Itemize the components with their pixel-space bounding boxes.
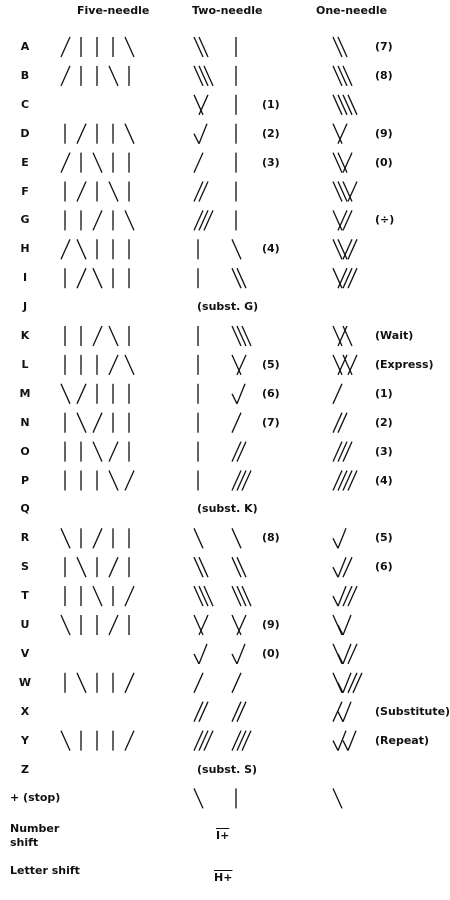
two-needle-note: (8) <box>262 531 280 545</box>
letter-shift-code: H+ <box>214 871 233 884</box>
two-left-needle-left <box>194 788 203 808</box>
two-left-needle-right <box>199 702 208 722</box>
one-needle-left <box>333 538 338 548</box>
one-needle-right <box>348 268 357 288</box>
letter-label: E <box>21 155 29 169</box>
one-needle-left <box>338 182 347 202</box>
five-needle-left <box>93 268 102 288</box>
two-right-needle-right <box>242 731 251 751</box>
one-needle-right <box>338 413 347 433</box>
one-needle-note: (4) <box>375 473 393 487</box>
five-needle-right <box>125 471 134 491</box>
header-two-needle: Two-needle <box>192 4 263 17</box>
two-right-needle-left <box>242 326 251 346</box>
substitute-note: (subst. G) <box>197 300 259 314</box>
one-needle-left <box>333 741 338 751</box>
one-needle-left <box>338 625 343 635</box>
two-needle-note: (1) <box>262 97 280 111</box>
two-left-needle-left <box>194 557 203 577</box>
one-needle-right <box>343 702 351 722</box>
two-right-needle-left <box>232 239 241 259</box>
one-needle-left <box>333 355 342 375</box>
one-needle-left <box>333 673 342 693</box>
five-needle-left <box>125 37 134 57</box>
one-needle-left <box>343 355 352 375</box>
five-needle-left <box>109 326 118 346</box>
letter-label: O <box>20 444 30 458</box>
one-needle-right <box>338 442 347 462</box>
one-needle-right <box>338 326 347 346</box>
one-needle-right <box>348 471 357 491</box>
letter-label: W <box>18 675 32 689</box>
two-needle-note: (3) <box>262 155 280 169</box>
two-left-needle-right <box>199 731 208 751</box>
letter-label: X <box>20 704 30 718</box>
one-needle-note: (2) <box>375 415 393 429</box>
two-left-needle-left <box>194 37 203 57</box>
letter-label: K <box>20 329 30 342</box>
letter-label: Q <box>20 502 30 516</box>
one-needle-right <box>338 268 347 288</box>
two-left-needle-left <box>204 586 213 606</box>
one-needle-left <box>338 712 343 722</box>
two-left-needle-right <box>204 210 213 230</box>
two-right-needle-left <box>232 557 241 577</box>
header-five-needle: Five-needle <box>77 4 150 17</box>
one-needle-left <box>343 182 352 202</box>
one-needle-right <box>343 615 351 635</box>
letter-shift-label: Letter shift <box>10 864 80 877</box>
one-needle-left <box>338 66 347 86</box>
five-needle-left <box>125 124 134 144</box>
two-right-needle-left <box>232 326 241 346</box>
two-left-needle-left <box>199 37 208 57</box>
letter-label: S <box>21 560 29 574</box>
one-needle-note: (Wait) <box>375 329 414 342</box>
letter-label: B <box>20 68 30 82</box>
two-right-needle-right <box>237 442 246 462</box>
two-right-needle-left <box>237 268 246 288</box>
two-left-needle-left <box>194 66 203 86</box>
two-left-needle-right <box>199 95 208 115</box>
one-needle-left <box>343 66 352 86</box>
one-needle-right <box>348 586 357 606</box>
one-needle-right <box>343 268 352 288</box>
one-needle-left <box>338 683 343 693</box>
one-needle-left <box>333 567 338 577</box>
two-right-needle-right <box>237 471 246 491</box>
one-needle-left <box>333 615 342 635</box>
one-needle-left <box>333 596 338 606</box>
five-needle-left <box>109 182 118 202</box>
one-needle-left <box>338 239 347 259</box>
five-needle-left <box>61 528 70 548</box>
one-needle-left <box>333 644 342 664</box>
one-needle-right <box>348 239 357 259</box>
five-needle-left <box>77 673 86 693</box>
one-needle-note: (Substitute) <box>375 704 450 718</box>
two-right-needle-right <box>237 644 245 664</box>
two-right-needle-right <box>232 673 241 693</box>
five-needle-right <box>109 355 118 375</box>
two-right-needle-right <box>232 702 241 722</box>
five-needle-right <box>93 326 102 346</box>
one-needle-right <box>333 471 342 491</box>
two-left-needle-right <box>194 210 203 230</box>
two-right-needle-right <box>232 413 241 433</box>
one-needle-left <box>333 37 342 57</box>
five-needle-left <box>93 442 102 462</box>
five-needle-left <box>77 413 86 433</box>
one-needle-left <box>333 788 342 808</box>
two-left-needle-right <box>194 702 203 722</box>
two-right-needle-right <box>237 384 245 404</box>
one-needle-right <box>348 355 357 375</box>
five-needle-right <box>109 615 118 635</box>
two-left-needle-left <box>199 557 208 577</box>
five-needle-left <box>61 731 70 751</box>
two-left-needle-right <box>199 124 207 144</box>
one-needle-right <box>338 210 347 230</box>
one-needle-note: (÷) <box>375 213 395 227</box>
five-needle-right <box>61 66 70 86</box>
five-needle-left <box>61 615 70 635</box>
one-needle-note: (9) <box>375 126 393 140</box>
five-needle-right <box>77 384 86 404</box>
two-right-needle-left <box>232 394 237 404</box>
letter-label: N <box>20 415 30 429</box>
one-needle-left <box>338 95 347 115</box>
letter-label: L <box>21 357 29 371</box>
one-needle-left <box>333 326 342 346</box>
two-left-needle-left <box>204 66 213 86</box>
one-needle-note: (1) <box>375 386 393 400</box>
letter-label: A <box>20 40 30 53</box>
two-left-needle-right <box>199 210 208 230</box>
one-needle-left <box>338 654 343 664</box>
five-needle-right <box>109 442 118 462</box>
two-right-needle-left <box>232 528 241 548</box>
letter-label: G <box>20 213 30 227</box>
one-needle-note: (Repeat) <box>375 733 430 747</box>
two-right-needle-right <box>237 615 246 635</box>
five-needle-right <box>77 124 86 144</box>
one-needle-note: (3) <box>375 444 393 458</box>
two-left-needle-left <box>194 654 199 664</box>
two-left-needle-right <box>194 731 203 751</box>
two-right-needle-right <box>232 442 241 462</box>
two-right-needle-right <box>242 471 251 491</box>
two-left-needle-left <box>199 586 208 606</box>
letter-label: F <box>21 184 29 198</box>
five-needle-right <box>93 528 102 548</box>
two-right-needle-left <box>237 326 246 346</box>
two-left-needle-right <box>199 644 207 664</box>
one-needle-note: (5) <box>375 531 393 545</box>
one-needle-right <box>333 413 342 433</box>
one-needle-left <box>333 124 342 144</box>
letter-label: M <box>19 386 31 400</box>
two-left-needle-right <box>194 153 203 173</box>
two-left-needle-left <box>194 528 203 548</box>
two-right-needle-right <box>232 731 241 751</box>
one-needle-right <box>343 442 352 462</box>
one-needle-left <box>338 153 347 173</box>
five-needle-left <box>109 471 118 491</box>
two-needle-note: (2) <box>262 126 280 140</box>
letter-label: R <box>20 531 30 545</box>
one-needle-left <box>333 66 342 86</box>
one-needle-note: (Express) <box>375 357 434 371</box>
two-right-needle-left <box>232 355 241 375</box>
five-needle-right <box>61 153 70 173</box>
one-needle-right <box>343 471 352 491</box>
two-left-needle-right <box>199 182 208 202</box>
two-right-needle-left <box>232 615 241 635</box>
one-needle-note: (7) <box>375 40 393 53</box>
number-shift-code: I+ <box>216 829 230 842</box>
two-left-needle-left <box>194 615 203 635</box>
one-needle-right <box>338 124 347 144</box>
one-needle-note: (8) <box>375 68 393 82</box>
five-needle-right <box>125 673 134 693</box>
five-needle-left <box>93 153 102 173</box>
one-needle-right <box>348 182 357 202</box>
two-left-needle-left <box>194 95 203 115</box>
two-needle-note: (9) <box>262 618 280 631</box>
number-shift-label: Number shift <box>10 822 60 849</box>
one-needle-right <box>338 528 346 548</box>
five-needle-left <box>125 210 134 230</box>
one-needle-left <box>333 182 342 202</box>
two-needle-note: (5) <box>262 357 280 371</box>
letter-label: D <box>20 126 30 140</box>
two-left-needle-left <box>194 134 199 144</box>
letter-label: Z <box>21 762 29 776</box>
one-needle-left <box>348 95 357 115</box>
two-right-needle-right <box>237 702 246 722</box>
letter-label: T <box>21 589 29 603</box>
one-needle-right <box>353 673 362 693</box>
one-needle-left <box>333 268 342 288</box>
five-needle-right <box>125 586 134 606</box>
letter-label: I <box>22 271 28 285</box>
letter-label: C <box>20 97 30 111</box>
one-needle-right <box>338 471 347 491</box>
two-left-needle-right <box>194 673 203 693</box>
five-needle-right <box>61 37 70 57</box>
one-needle-left <box>333 239 342 259</box>
letter-label: J <box>22 300 28 314</box>
one-needle-left <box>333 153 342 173</box>
five-needle-left <box>109 66 118 86</box>
two-right-needle-left <box>237 557 246 577</box>
letter-label: P <box>20 473 30 487</box>
one-needle-left <box>333 95 342 115</box>
letter-label: V <box>20 646 30 660</box>
two-right-needle-left <box>237 586 246 606</box>
two-left-needle-left <box>194 586 203 606</box>
one-needle-left <box>338 37 347 57</box>
substitute-note: (subst. K) <box>197 502 258 516</box>
five-needle-right <box>77 182 86 202</box>
two-left-needle-right <box>194 182 203 202</box>
letter-label: H <box>20 242 30 256</box>
one-needle-right <box>343 239 352 259</box>
one-needle-left <box>343 741 348 751</box>
one-needle-note: (6) <box>375 560 393 574</box>
two-right-needle-left <box>242 586 251 606</box>
one-needle-right <box>343 210 352 230</box>
five-needle-left <box>125 355 134 375</box>
five-needle-right <box>93 413 102 433</box>
two-right-needle-left <box>232 654 237 664</box>
one-needle-left <box>343 95 352 115</box>
one-needle-left <box>343 326 352 346</box>
two-needle-note: (7) <box>262 415 280 429</box>
two-left-needle-left <box>199 66 208 86</box>
five-needle-left <box>93 586 102 606</box>
two-right-needle-right <box>237 731 246 751</box>
two-right-needle-left <box>232 586 241 606</box>
letter-label: U <box>20 618 30 631</box>
five-needle-right <box>125 731 134 751</box>
one-needle-right <box>333 702 342 722</box>
two-needle-note: (0) <box>262 646 280 660</box>
two-needle-note: (6) <box>262 386 280 400</box>
letter-label: Y <box>21 733 29 747</box>
five-needle-right <box>77 268 86 288</box>
five-needle-right <box>93 210 102 230</box>
two-needle-note: (4) <box>262 242 280 256</box>
one-needle-left <box>333 210 342 230</box>
two-right-needle-right <box>237 355 246 375</box>
one-needle-right <box>348 731 356 751</box>
substitute-note: (subst. S) <box>197 762 258 776</box>
two-right-needle-right <box>232 471 241 491</box>
letter-label: + (stop) <box>10 791 61 805</box>
five-needle-left <box>77 557 86 577</box>
two-left-needle-right <box>199 615 208 635</box>
one-needle-right <box>343 153 352 173</box>
header-one-needle: One-needle <box>316 4 388 17</box>
one-needle-right <box>333 384 342 404</box>
one-needle-right <box>338 731 346 751</box>
two-right-needle-left <box>232 268 241 288</box>
two-left-needle-right <box>204 731 213 751</box>
one-needle-right <box>338 355 347 375</box>
one-needle-right <box>333 442 342 462</box>
one-needle-note: (0) <box>375 155 393 169</box>
five-needle-left <box>77 239 86 259</box>
five-needle-left <box>61 384 70 404</box>
five-needle-right <box>109 557 118 577</box>
five-needle-right <box>61 239 70 259</box>
